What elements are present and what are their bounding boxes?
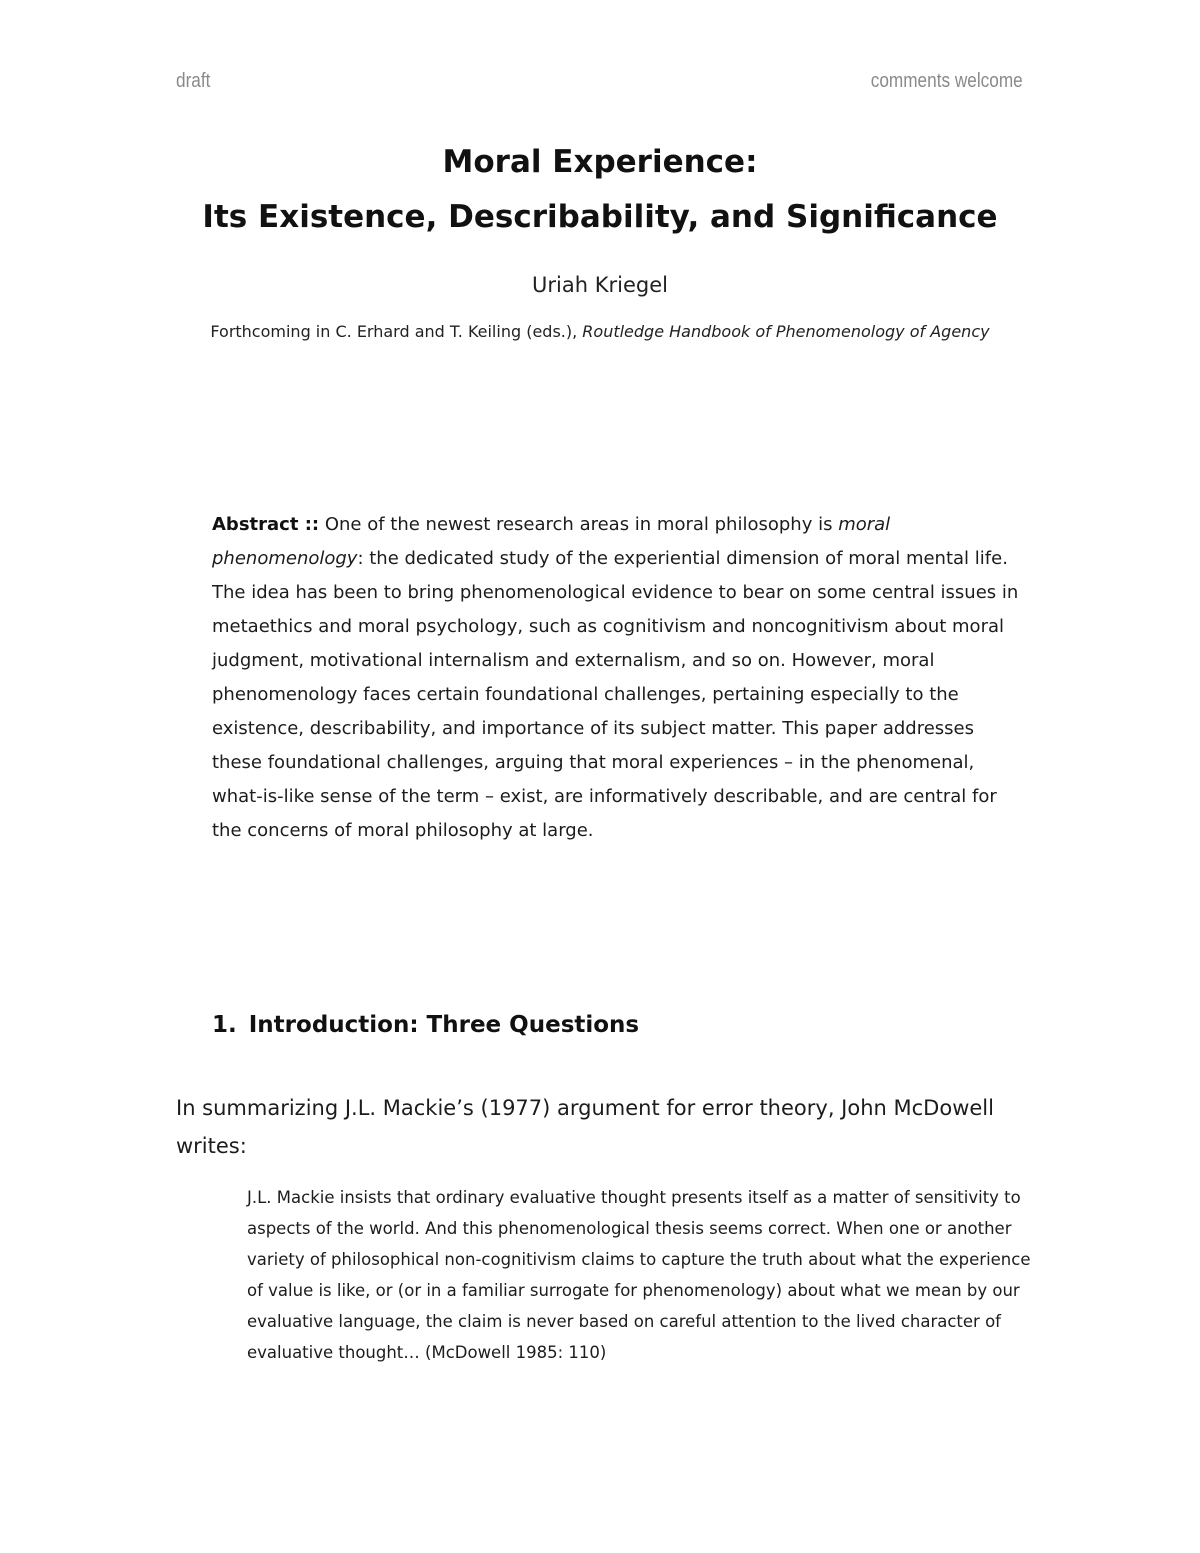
venue-book-title: Routledge Handbook of Phenomenology of Agency — [582, 322, 990, 341]
author-name: Uriah Kriegel — [532, 273, 668, 297]
body-paragraph: In summarizing J.L. Mackie’s (1977) argument for error theory, John McDowell writes: — [176, 1096, 994, 1158]
paper-title-line-2: Its Existence, Describability, and Significance — [202, 199, 998, 235]
abstract-text-1: One of the newest research areas in moral philosophy is — [319, 514, 839, 535]
paper-title-line-1: Moral Experience: — [442, 144, 758, 180]
block-quote: J.L. Mackie insists that ordinary evaluative thought presents itself as a matter of sensitivity to aspects of the world. And this phenomenological thesis seems correct. When one or another variety of philosophical non-cognitivism claims to capture the truth about what the experience of value is like, or (or in a familiar surrogate for phenomenology) about what we mean by our evaluative language, the claim is never based on careful attention to the lived character of evaluative thought… (McDowell 1985: 110) — [247, 1188, 1031, 1362]
section-number: 1. — [212, 1012, 237, 1038]
section-title: Introduction: Three Questions — [248, 1012, 640, 1038]
abstract-text-2: : the dedicated study of the experiential dimension of moral mental life. The idea has been to bring phenomenological evidence to bear on some central issues in metaethics and moral psychology, such as cognitivism and noncognitivism about moral judgment, motivational internalism and externalism, and so on. However, moral phenomenology faces certain foundational challenges, pertaining especially to the existence, describability, and importance of its subject matter. This paper addresses these foundational challenges, arguing that moral experiences – in the phenomenal, what-is-like sense of the term – exist, are informatively describable, and are central for the concerns of moral philosophy at large. — [212, 548, 1019, 841]
publication-venue — [0, 322, 1200, 341]
running-header-right: comments welcome — [871, 70, 1023, 92]
abstract — [212, 508, 1022, 848]
abstract-italic-term: moral phenomenology — [212, 514, 891, 569]
section-heading-introduction — [212, 1012, 639, 1038]
venue-prefix: Forthcoming in C. Erhard and T. Keiling (eds.), — [210, 322, 583, 341]
running-header-left: draft — [176, 70, 211, 92]
abstract-label: Abstract :: — [212, 514, 320, 535]
